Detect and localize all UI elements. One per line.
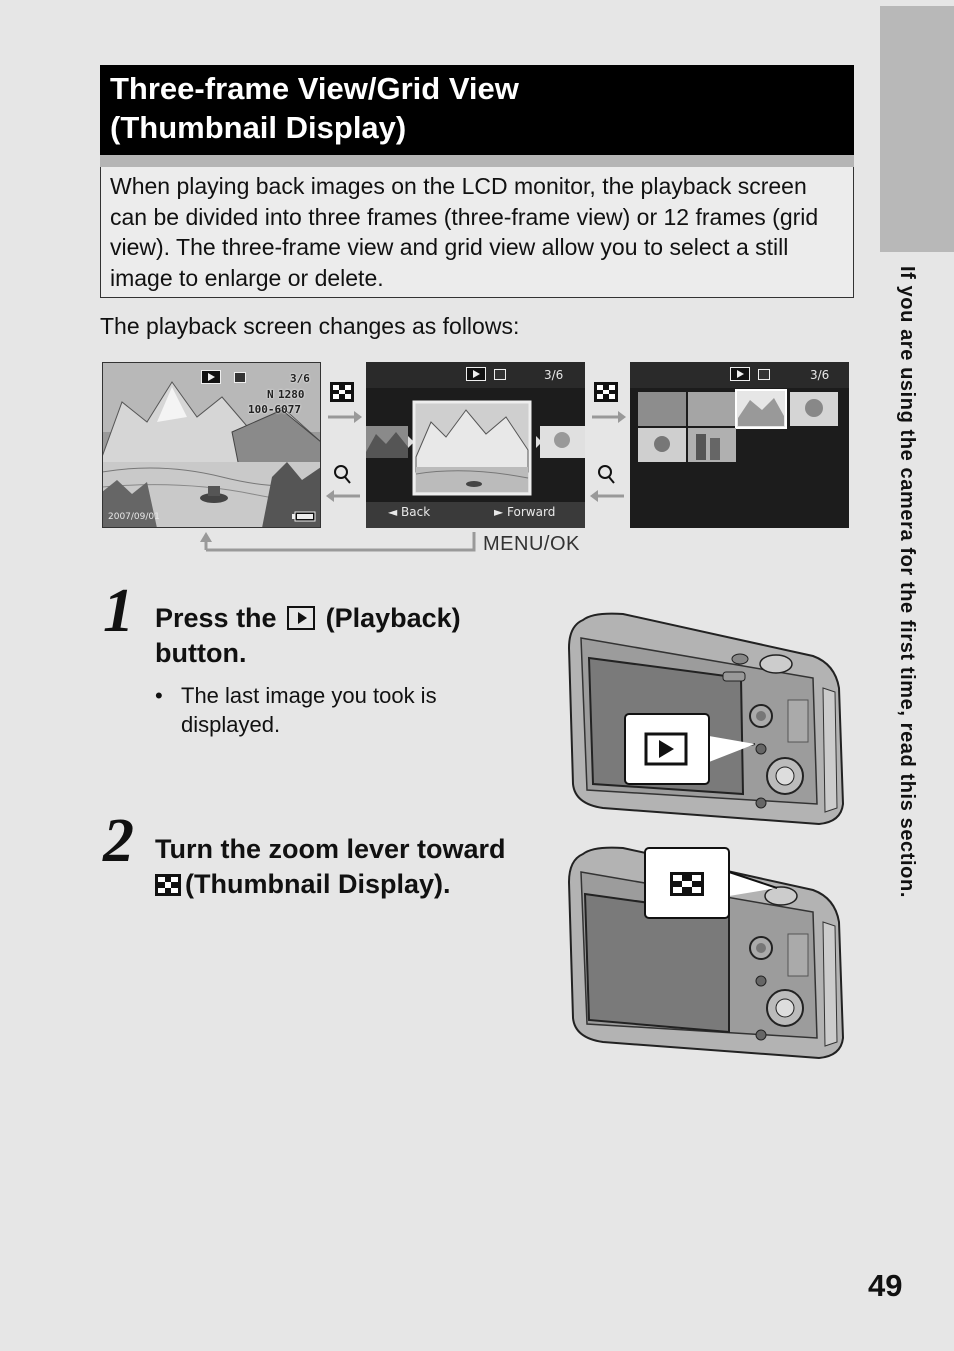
transition-arrows-2 xyxy=(588,380,628,505)
card-icon xyxy=(758,369,770,380)
magnify-icon xyxy=(599,466,614,483)
title-underline-strip xyxy=(100,155,854,167)
menu-ok-return-arrow xyxy=(196,528,480,558)
thumbnail-grid-icon xyxy=(155,874,181,896)
single-size-mode: N xyxy=(267,388,274,401)
step-2-title xyxy=(155,832,506,902)
single-file-number: 100-6077 xyxy=(248,403,301,416)
back-label-text: Back xyxy=(401,505,431,519)
thumbnail-grid-icon xyxy=(330,382,354,402)
camera-zoom-lever-illustration xyxy=(563,842,848,1064)
screen-grid-view xyxy=(630,362,849,528)
page-number: 49 xyxy=(868,1268,903,1303)
single-size: 1280 xyxy=(278,388,305,401)
section-title-line2: (Thumbnail Display) xyxy=(110,110,407,145)
three-frame-layout xyxy=(366,362,585,528)
step-1-bullet-text: The last image you took is displayed. xyxy=(181,683,437,737)
intro-paragraph: When playing back images on the LCD monitor, the playback screen can be divided into three frames (three-frame view) or 12 frames (grid view). The three-frame view and grid view allow you to select a still image to enlarge or delete. xyxy=(100,167,854,298)
single-date: 2007/09/01 xyxy=(108,512,160,522)
side-tab-text: If you are using the camera for the first time, read this section. xyxy=(896,266,918,898)
section-title-line1: Three-frame View/Grid View xyxy=(110,71,519,106)
three-frame-counter: 3/6 xyxy=(544,368,564,382)
step-1-title-post: (Playback) xyxy=(325,603,461,633)
step-2-title-line2: (Thumbnail Display). xyxy=(185,869,451,899)
battery-icon xyxy=(292,511,316,522)
camera-playback-illustration xyxy=(563,608,848,830)
forward-label-text: Forward xyxy=(507,505,556,519)
section-title xyxy=(100,65,854,155)
card-icon xyxy=(494,369,506,380)
single-counter: 3/6 xyxy=(290,372,310,385)
card-icon xyxy=(234,372,246,383)
screen-single-view xyxy=(102,362,321,528)
thumbnail-grid-icon xyxy=(670,872,704,896)
playback-icon xyxy=(466,367,486,381)
playback-icon xyxy=(646,734,686,764)
step-1-title xyxy=(155,601,461,671)
side-tab xyxy=(880,6,954,252)
grid-layout xyxy=(630,362,849,528)
step-1-title-pre: Press the xyxy=(155,603,277,633)
grid-counter: 3/6 xyxy=(810,368,830,382)
transition-arrows-1 xyxy=(324,380,364,505)
playback-icon xyxy=(730,367,750,381)
step-2-title-line1: Turn the zoom lever toward xyxy=(155,834,506,864)
playback-icon xyxy=(201,370,221,384)
thumbnail-grid-icon xyxy=(594,382,618,402)
bullet-dot: • xyxy=(155,683,163,708)
step-1-title-line2: button. xyxy=(155,638,247,668)
menu-ok-label: MENU/OK xyxy=(483,533,580,555)
lead-text: The playback screen changes as follows: xyxy=(100,313,520,339)
screen-three-frame-view xyxy=(366,362,585,528)
forward-label: ► Forward xyxy=(494,505,556,519)
back-label: ◄ Back xyxy=(388,505,431,519)
step-2-number: 2 xyxy=(103,807,134,875)
step-1-bullet xyxy=(155,681,491,739)
step-1-number: 1 xyxy=(103,577,134,645)
magnify-icon xyxy=(335,466,350,483)
landscape-image xyxy=(102,362,321,528)
playback-icon xyxy=(287,606,315,630)
